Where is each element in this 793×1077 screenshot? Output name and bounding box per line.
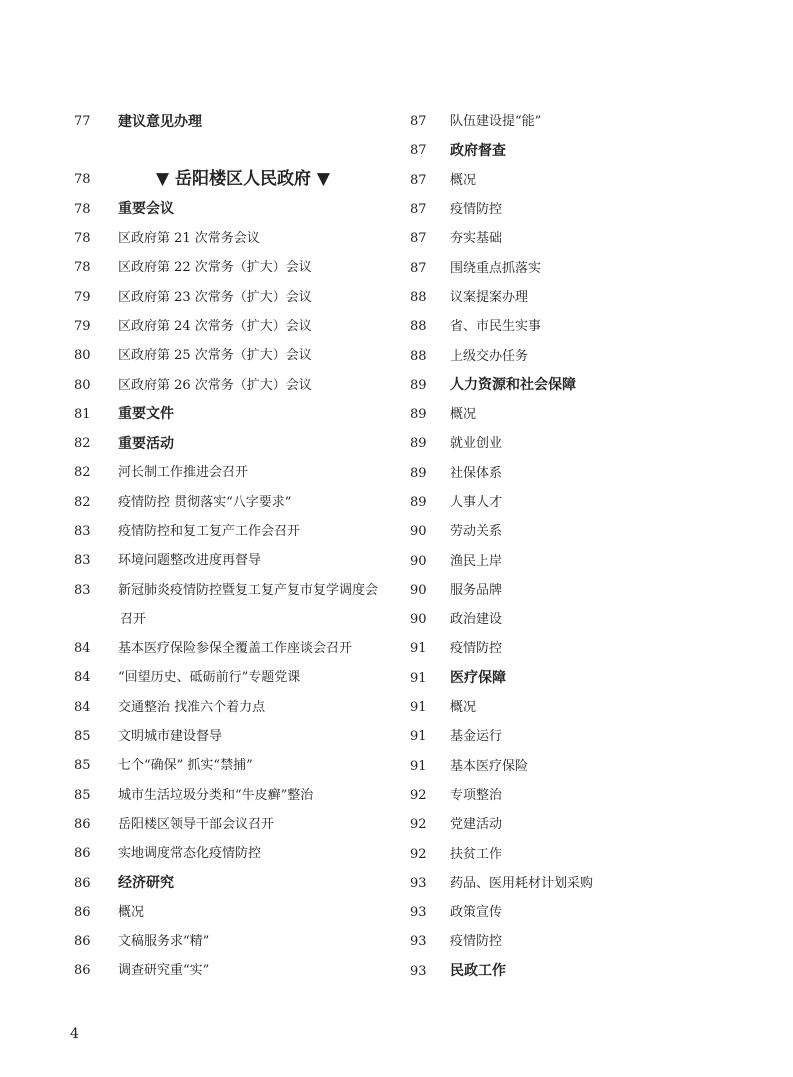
toc-page-number: 93 [410, 963, 427, 979]
toc-page-number: 78 [74, 201, 91, 217]
toc-section-heading [60, 165, 400, 194]
toc-page-number: 86 [74, 846, 91, 862]
toc-page-number: 84 [74, 699, 91, 715]
toc-page-number: 79 [74, 318, 91, 334]
toc-page-number: 84 [74, 641, 91, 657]
toc-entry-title: 药品、医用耗材计划采购 [450, 875, 594, 891]
toc-entry [395, 253, 765, 282]
toc-entry-title: 队伍建设提“能” [450, 114, 542, 130]
toc-entry-title: 基本医疗保险 [450, 758, 529, 774]
toc-entry-title: 河长制工作推进会召开 [118, 465, 249, 481]
toc-entry-title: 区政府第 25 次常务（扩大）会议 [118, 348, 312, 364]
toc-entry-title: 建议意见办理 [118, 113, 202, 130]
toc-page-number: 87 [410, 114, 427, 130]
toc-page-number: 77 [74, 114, 91, 130]
toc-entry [60, 634, 400, 663]
page-number: 4 [70, 1026, 79, 1042]
toc-entry-title: 区政府第 23 次常务（扩大）会议 [118, 289, 312, 305]
toc-entry-title: 区政府第 21 次常务会议 [118, 231, 260, 247]
toc-page-number: 88 [410, 289, 427, 305]
toc-page-number: 90 [410, 524, 427, 540]
toc-entry-title: 夯实基础 [450, 231, 503, 247]
toc-entry-title: 疫情防控 [450, 934, 503, 950]
toc-entry-title: 疫情防控 [450, 202, 503, 218]
toc-entry-title: 渔民上岸 [450, 553, 503, 569]
toc-right-column [395, 107, 765, 986]
toc-heading [395, 957, 765, 986]
toc-entry-title: 劳动关系 [450, 524, 503, 540]
toc-entry [60, 575, 400, 604]
toc-entry-title: 党建活动 [450, 817, 503, 833]
toc-heading [60, 400, 400, 429]
toc-page-number: 91 [410, 641, 427, 657]
toc-page-number: 80 [74, 348, 91, 364]
toc-page-number: 91 [410, 729, 427, 745]
toc-entry [60, 458, 400, 487]
toc-page-number: 82 [74, 436, 91, 452]
toc-entry [395, 107, 765, 136]
toc-page-number: 84 [74, 670, 91, 686]
toc-entry [395, 459, 765, 488]
toc-page-number: 89 [410, 495, 427, 510]
toc-entry [60, 224, 400, 253]
toc-heading [60, 107, 400, 136]
toc-entry [395, 752, 765, 781]
toc-heading [395, 136, 765, 165]
toc-page-number: 89 [410, 436, 427, 452]
toc-entry-title: 实地调度常态化疫情防控 [118, 846, 262, 862]
toc-entry-title: 省、市民生实事 [450, 319, 542, 335]
toc-page-number: 91 [410, 758, 427, 774]
toc-entry [60, 370, 400, 399]
toc-entry-title: 重要文件 [118, 406, 174, 423]
toc-page-number: 91 [410, 700, 427, 716]
toc-entry-title: 概况 [450, 407, 477, 423]
toc-entry-title: 人力资源和社会保障 [450, 377, 576, 394]
toc-page-number: 88 [410, 319, 427, 335]
toc-page-number: 85 [74, 729, 91, 745]
toc-entry [395, 488, 765, 517]
toc-entry [60, 751, 400, 780]
toc-entry-title: 概况 [118, 904, 145, 920]
toc-page-number: 92 [410, 787, 427, 803]
toc-page-number: 86 [74, 875, 91, 891]
toc-page-number: 93 [410, 875, 427, 891]
toc-entry-title: 七个“确保” 抓实“禁捕” [118, 758, 253, 774]
toc-page-number: 93 [410, 934, 427, 950]
toc-entry-title: 区政府第 24 次常务（扩大）会议 [118, 318, 312, 334]
toc-entry [395, 341, 765, 370]
toc-entry [395, 224, 765, 253]
toc-entry-title: 概况 [450, 172, 477, 188]
toc-page-number: 82 [74, 494, 91, 510]
toc-entry [395, 312, 765, 341]
toc-entry [395, 576, 765, 605]
toc-page-number: 91 [410, 670, 427, 686]
toc-entry [395, 546, 765, 575]
toc-entry [395, 869, 765, 898]
toc-page-number: 89 [410, 407, 427, 423]
toc-entry-title: “回望历史、砥砺前行”专题党课 [118, 670, 301, 686]
toc-entry-title: 医疗保障 [450, 670, 506, 687]
toc-entry-title: 新冠肺炎疫情防控暨复工复产复市复学调度会 [118, 582, 379, 598]
toc-entry [395, 693, 765, 722]
toc-page-number: 90 [410, 553, 427, 569]
toc-page-number: 80 [74, 377, 91, 393]
toc-page-number: 92 [410, 817, 427, 833]
toc-entry-title: 岳阳楼区领导干部会议召开 [118, 816, 275, 832]
toc-page-number: 78 [74, 231, 91, 247]
toc-entry-title: 政府督查 [450, 142, 506, 159]
toc-page-number: 88 [410, 348, 427, 364]
toc-heading [60, 429, 400, 458]
toc-page-number: 85 [74, 758, 91, 774]
toc-entry [60, 312, 400, 341]
toc-entry [60, 898, 400, 927]
toc-entry-title: 扶贫工作 [450, 846, 503, 862]
toc-entry-title: 疫情防控 贯彻落实“八字要求” [118, 494, 292, 510]
toc-entry [395, 898, 765, 927]
toc-entry-title: 人事人才 [450, 495, 503, 510]
toc-entry [395, 605, 765, 634]
toc-entry [60, 546, 400, 575]
toc-entry-title: 重要活动 [118, 435, 174, 452]
toc-page-number: 86 [74, 816, 91, 832]
toc-entry [60, 282, 400, 311]
toc-entry [60, 956, 400, 985]
toc-entry [60, 517, 400, 546]
toc-page-number: 79 [74, 289, 91, 305]
toc-page-number: 78 [74, 172, 91, 188]
toc-page-number: 87 [410, 202, 427, 218]
toc-page-number: 92 [410, 846, 427, 862]
toc-entry-title: 重要会议 [118, 201, 174, 218]
toc-entry [395, 195, 765, 224]
toc-heading [395, 371, 765, 400]
toc-entry [60, 488, 400, 517]
toc-heading [395, 664, 765, 693]
toc-entry-title: 召开 [120, 611, 147, 627]
toc-page-number: 83 [74, 582, 91, 598]
toc-entry-title: 疫情防控 [450, 641, 503, 657]
toc-entry [60, 810, 400, 839]
toc-entry [60, 663, 400, 692]
toc-left-column [60, 107, 400, 986]
toc-entry [395, 634, 765, 663]
toc-entry [395, 400, 765, 429]
toc-entry [395, 722, 765, 751]
toc-page-number: 82 [74, 465, 91, 481]
toc-page-number: 78 [74, 260, 91, 276]
toc-entry [60, 927, 400, 956]
toc-page-number: 90 [410, 612, 427, 628]
toc-entry-title: 疫情防控和复工复产工作会召开 [118, 524, 301, 539]
toc-page-number: 81 [74, 406, 91, 422]
toc-entry [60, 341, 400, 370]
toc-entry-title: 区政府第 22 次常务（扩大）会议 [118, 260, 312, 276]
toc-heading [60, 868, 400, 897]
toc-page-number: 85 [74, 787, 91, 803]
toc-page-number: 86 [74, 904, 91, 920]
toc-entry-title: ▼ 岳阳楼区人民政府 ▼ [156, 169, 330, 190]
toc-page-number: 87 [410, 143, 427, 159]
toc-entry [395, 781, 765, 810]
toc-entry-title: 交通整治 找准六个着力点 [118, 699, 266, 715]
toc-entry-title: 服务品牌 [450, 582, 503, 598]
toc-entry [395, 517, 765, 546]
toc-entry-title: 城市生活垃圾分类和“牛皮癣”整治 [118, 787, 314, 803]
toc-entry-title: 环境问题整改进度再督导 [118, 553, 262, 569]
toc-page-number: 86 [74, 934, 91, 950]
toc-page-number: 83 [74, 553, 91, 569]
toc-entry-title: 文稿服务求“精” [118, 934, 210, 950]
toc-entry [60, 781, 400, 810]
toc-page-number: 89 [410, 377, 427, 393]
toc-entry-title: 调查研究重“实” [118, 963, 210, 979]
toc-entry-title: 围绕重点抓落实 [450, 260, 542, 276]
toc-entry-title: 民政工作 [450, 963, 506, 980]
toc-page-number: 93 [410, 905, 427, 921]
toc-page-number: 83 [74, 524, 91, 539]
toc-entry-title: 概况 [450, 700, 477, 716]
toc-entry-title: 政治建设 [450, 612, 503, 628]
toc-entry-title: 基金运行 [450, 729, 503, 745]
toc-entry [60, 136, 400, 165]
toc-entry [60, 253, 400, 282]
toc-entry-title: 社保体系 [450, 465, 503, 481]
toc-entry-title: 上级交办任务 [450, 348, 529, 364]
toc-entry-title: 区政府第 26 次常务（扩大）会议 [118, 377, 312, 393]
toc-heading [60, 195, 400, 224]
toc-entry [395, 927, 765, 956]
toc-entry [395, 429, 765, 458]
toc-entry [60, 605, 400, 634]
toc-entry-title: 政策宣传 [450, 905, 503, 921]
toc-entry [60, 722, 400, 751]
toc-entry-title: 就业创业 [450, 436, 503, 452]
toc-entry [395, 166, 765, 195]
toc-entry [395, 810, 765, 839]
toc-page-number: 87 [410, 260, 427, 276]
toc-page-number: 86 [74, 963, 91, 979]
toc-entry-title: 经济研究 [118, 875, 174, 892]
toc-entry [395, 839, 765, 868]
toc-entry [60, 839, 400, 868]
toc-entry [395, 283, 765, 312]
toc-entry-title: 专项整治 [450, 787, 503, 803]
toc-entry-title: 基本医疗保险参保全覆盖工作座谈会召开 [118, 641, 353, 657]
toc-page-number: 87 [410, 231, 427, 247]
toc-page-number: 87 [410, 172, 427, 188]
toc-page-number: 89 [410, 465, 427, 481]
toc-entry-title: 议案提案办理 [450, 289, 529, 305]
toc-entry [60, 693, 400, 722]
toc-entry-title: 文明城市建设督导 [118, 729, 223, 745]
toc-page-number: 90 [410, 582, 427, 598]
